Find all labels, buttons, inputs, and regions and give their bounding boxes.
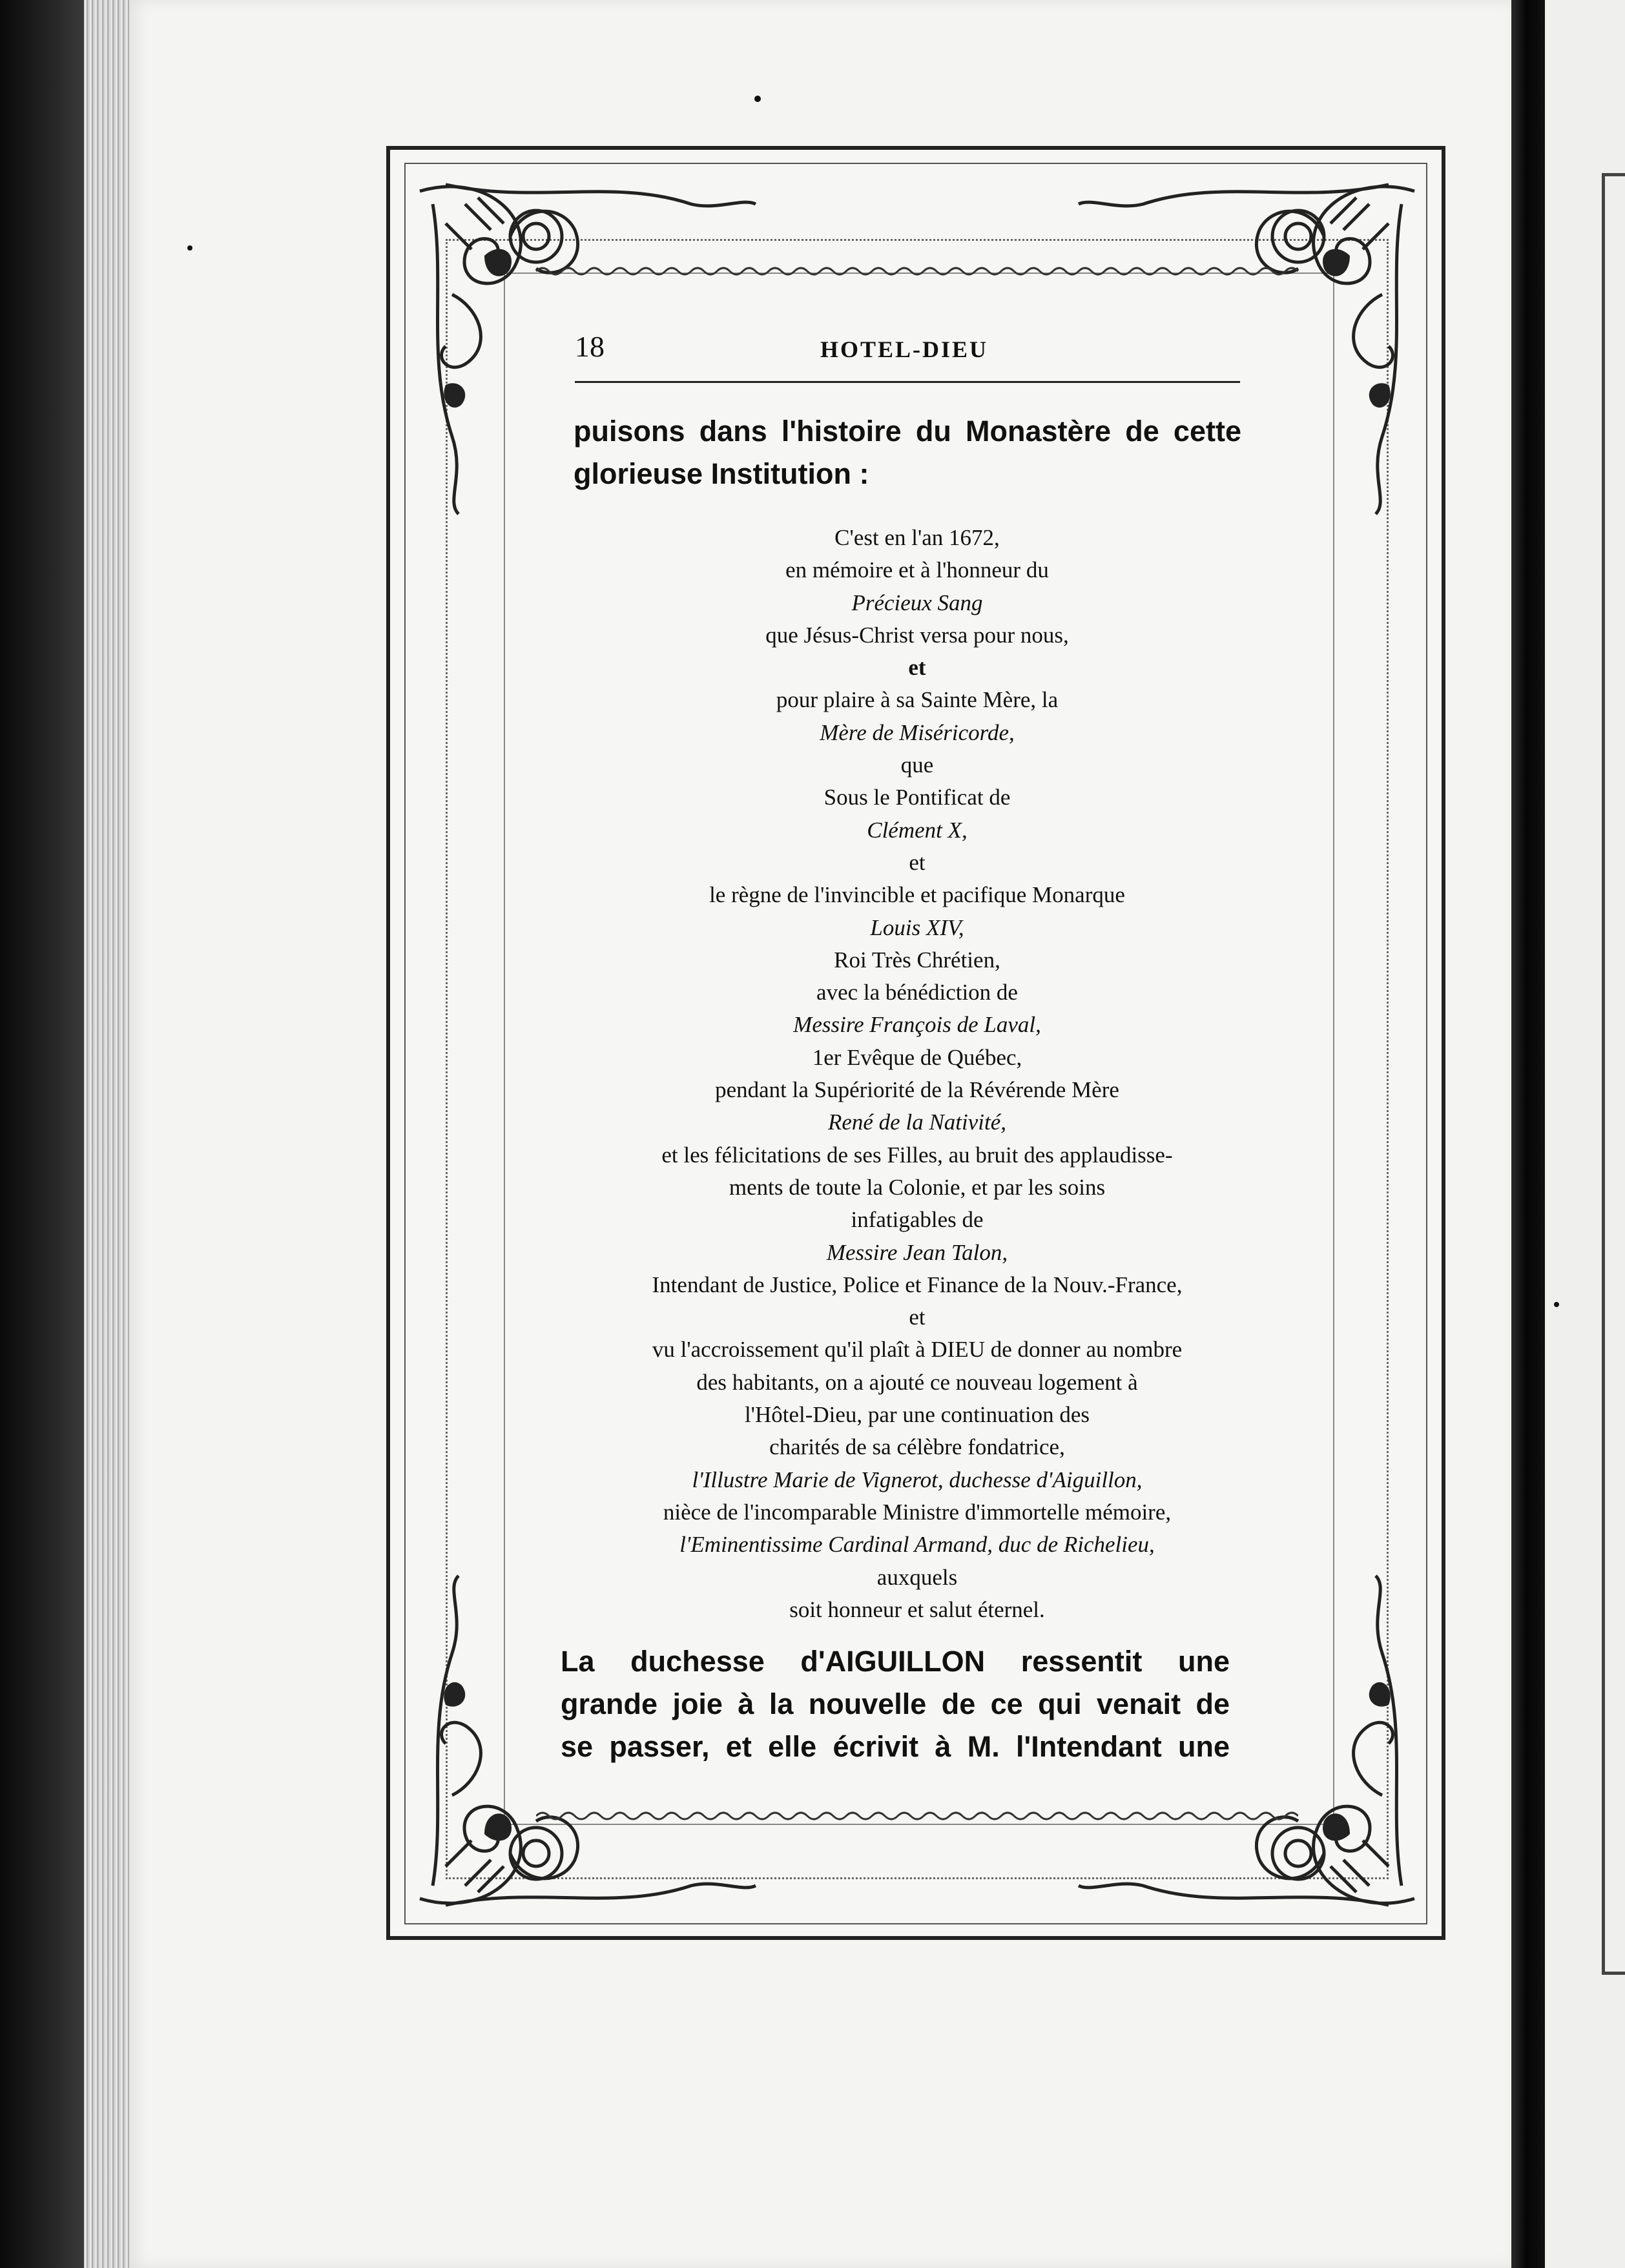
inscription-line: soit honneur et salut éternel. (789, 1596, 1045, 1622)
inscription-line: pour plaire à sa Sainte Mère, la (776, 687, 1059, 713)
inscription-line: avec la bénédiction de (816, 980, 1018, 1005)
scan-speck (1554, 1302, 1559, 1307)
inscription-line: et (908, 655, 926, 681)
facing-page-frame (1602, 173, 1625, 1975)
inscription-line: Clément X, (867, 817, 968, 843)
inscription-line: nièce de l'incomparable Ministre d'immortelle mémoire, (663, 1499, 1172, 1525)
inscription-line: René de la Nativité, (827, 1109, 1007, 1135)
scan-speck (754, 96, 761, 102)
inscription-line: auxquels (876, 1564, 958, 1590)
inscription-line: Louis XIV, (870, 914, 964, 940)
inscription-line: 1er Evêque de Québec, (812, 1044, 1022, 1070)
scan-background-left (0, 0, 84, 2268)
inscription-block (555, 522, 1279, 1626)
inscription-line: le règne de l'invincible et pacifique Monarque (709, 882, 1125, 908)
inscription-line: Précieux Sang (851, 590, 983, 615)
inscription-line: ments de toute la Colonie, et par les soins (729, 1174, 1106, 1200)
inscription-line: vu l'accroissement qu'il plaît à DIEU de donner au nombre (652, 1337, 1183, 1363)
running-title: HOTEL-DIEU (820, 336, 989, 362)
inscription-line: et (909, 849, 926, 875)
intro-paragraph (574, 410, 1241, 495)
scan-speck (187, 245, 192, 251)
inscription-line: et les félicitations de ses Filles, au bruit des applaudisse- (661, 1142, 1173, 1168)
running-header (575, 326, 1240, 378)
inscription-line: l'Illustre Marie de Vignerot, duchesse d'Aiguillon, (692, 1467, 1143, 1492)
inscription-line: que (900, 752, 934, 778)
intro-line: puisons dans l'histoire du Monastère de cette (574, 415, 1241, 448)
inscription-line: des habitants, on a ajouté ce nouveau logement à (696, 1369, 1138, 1395)
page-number: 18 (575, 330, 605, 363)
inscription-line: l'Eminentissime Cardinal Armand, duc de Richelieu, (679, 1532, 1155, 1558)
inscription-line: C'est en l'an 1672, (834, 525, 1000, 550)
inscription-line: Roi Très Chrétien, (834, 947, 1000, 973)
inscription-line: Intendant de Justice, Police et Finance de la Nouv.-France, (652, 1272, 1183, 1297)
inscription-line: charités de sa célèbre fondatrice, (769, 1434, 1065, 1460)
closing-line: grande joie à la nouvelle de ce qui venait de (561, 1687, 1230, 1720)
book-gutter (1511, 0, 1545, 2268)
inscription-line: l'Hôtel-Dieu, par une continuation des (744, 1402, 1090, 1428)
inscription-line: et (909, 1304, 926, 1330)
inscription-line: Sous le Pontificat de (823, 785, 1011, 810)
top-wavy-rule-icon (536, 263, 1298, 279)
inscription-line: en mémoire et à l'honneur du (785, 557, 1049, 583)
closing-paragraph (561, 1640, 1230, 1768)
inscription-line: Messire Jean Talon, (826, 1239, 1008, 1265)
inscription-line: Mère de Miséricorde, (820, 719, 1015, 745)
inscription-line: infatigables de (851, 1207, 984, 1233)
bottom-wavy-rule-icon (536, 1808, 1298, 1824)
header-rule (575, 381, 1240, 383)
closing-line: se passer, et elle écrivit à M. l'Intendant une (561, 1730, 1230, 1763)
inscription-line: Messire François de Laval, (793, 1012, 1041, 1038)
intro-line: glorieuse Institution : (574, 457, 869, 490)
closing-line: La duchesse d'AIGUILLON ressentit une (561, 1645, 1230, 1678)
inscription-line: que Jésus-Christ versa pour nous, (765, 622, 1069, 648)
page-stack-edges (84, 0, 129, 2268)
inscription-line: pendant la Supériorité de la Révérende Mère (715, 1077, 1119, 1103)
